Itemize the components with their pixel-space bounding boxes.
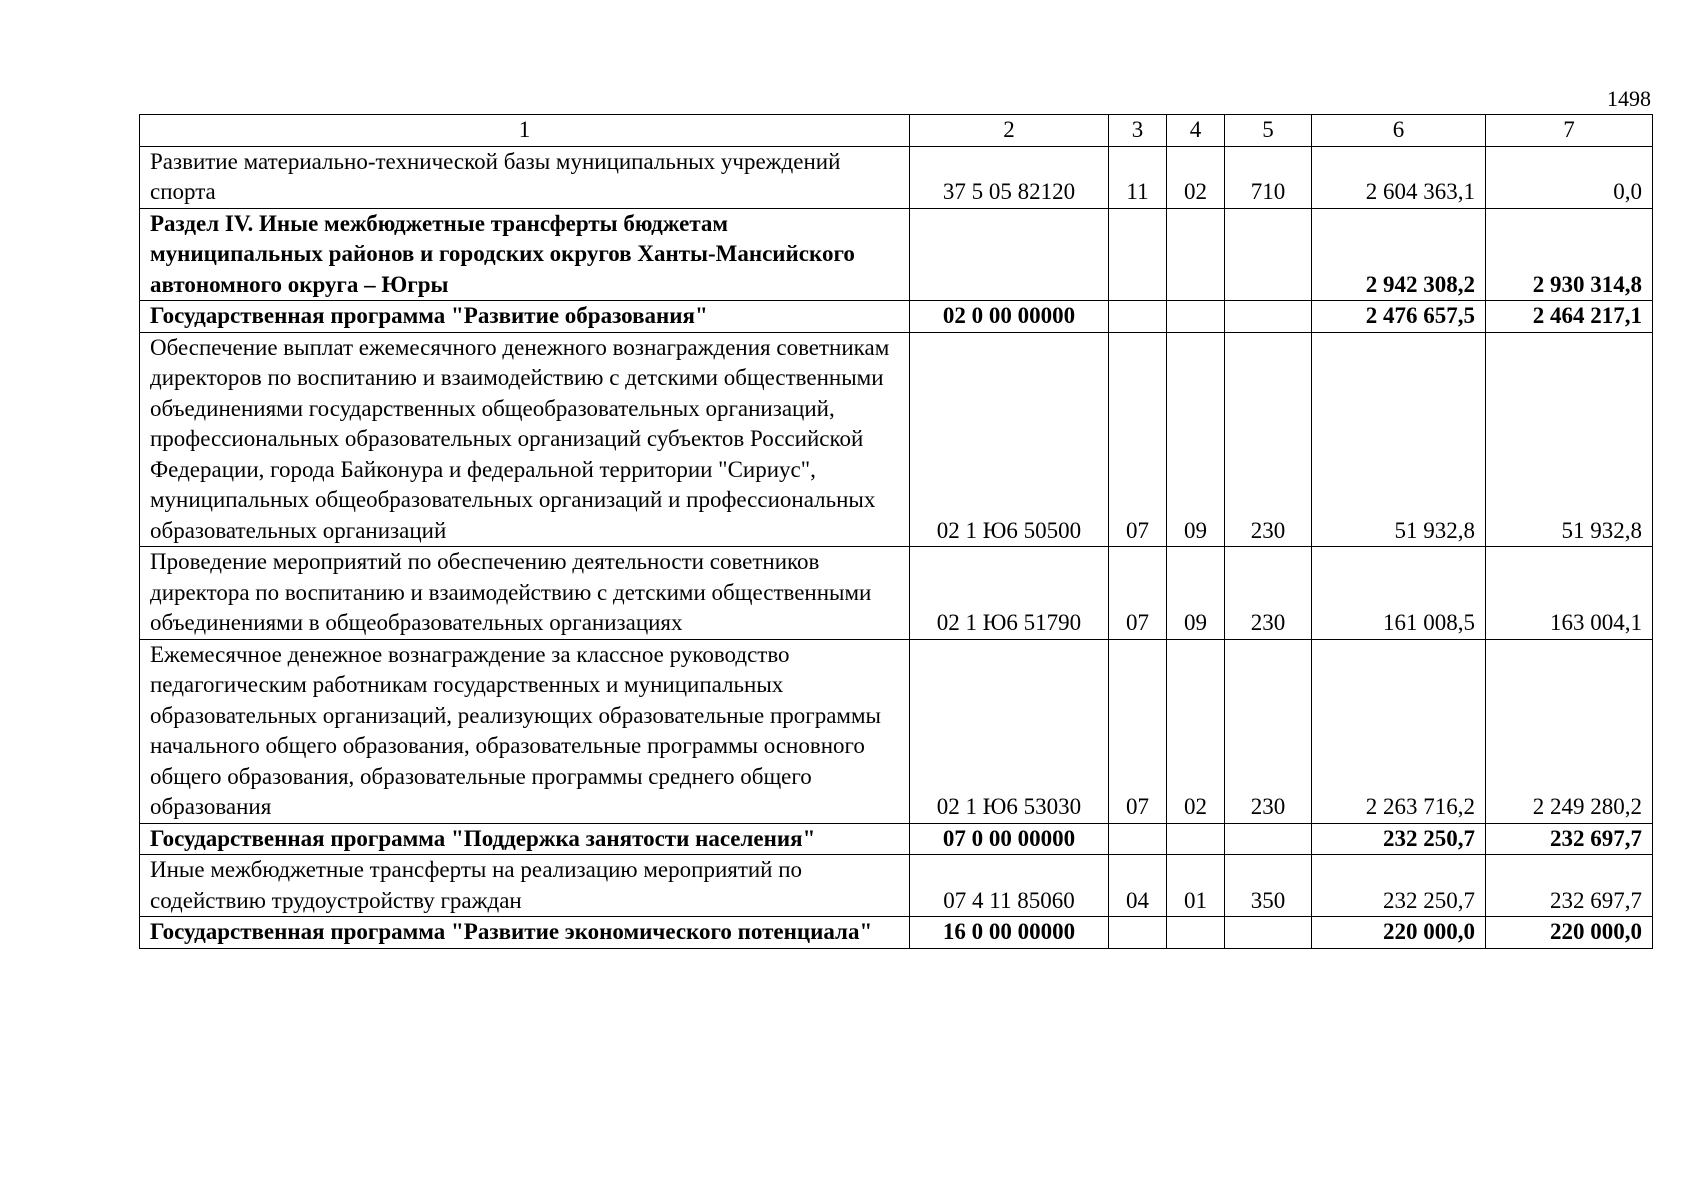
subsection-code (1167, 917, 1225, 949)
amount-col-7: 0,0 (1486, 146, 1653, 208)
row-name: Государственная программа "Поддержка занятости населения" (140, 823, 910, 855)
subsection-code (1167, 823, 1225, 855)
row-name: Проведение мероприятий по обеспечению деятельности советников директора по воспитанию и взаимодействию с детскими общественными объединениями в общеобразовательных организациях (140, 547, 910, 640)
table-row (140, 547, 1653, 640)
table-row (140, 855, 1653, 917)
target-code: 02 1 Ю6 51790 (910, 547, 1109, 640)
table-row (140, 639, 1653, 823)
subsection-code: 01 (1167, 855, 1225, 917)
target-code: 16 0 00 00000 (910, 917, 1109, 949)
expense-type-code (1225, 823, 1312, 855)
table-row (140, 301, 1653, 333)
amount-col-7: 163 004,1 (1486, 547, 1653, 640)
amount-col-6: 232 250,7 (1312, 855, 1486, 917)
expense-type-code (1225, 301, 1312, 333)
table-row (140, 208, 1653, 301)
section-code: 04 (1109, 855, 1167, 917)
header-col-5: 5 (1225, 115, 1312, 147)
section-code: 07 (1109, 332, 1167, 547)
row-name: Иные межбюджетные трансферты на реализацию мероприятий по содействию трудоустройству граждан (140, 855, 910, 917)
section-code: 11 (1109, 146, 1167, 208)
target-code: 02 0 00 00000 (910, 301, 1109, 333)
row-name: Государственная программа "Развитие экономического потенциала" (140, 917, 910, 949)
section-code (1109, 208, 1167, 301)
amount-col-7: 51 932,8 (1486, 332, 1653, 547)
amount-col-6: 232 250,7 (1312, 823, 1486, 855)
page-number: 1498 (1607, 86, 1651, 111)
amount-col-7: 2 930 314,8 (1486, 208, 1653, 301)
amount-col-6: 2 604 363,1 (1312, 146, 1486, 208)
row-name: Обеспечение выплат ежемесячного денежного вознаграждения советникам директоров по воспитанию и взаимодействию с детскими общественными объединениями государственных общеобразовательных организаций, профессиональных образовательных организаций субъектов Российской Федерации, города Байконура и федеральной территории "Сириус", муниципальных общеобразовательных организаций и профессиональных образовательных организаций (140, 332, 910, 547)
header-col-3: 3 (1109, 115, 1167, 147)
subsection-code: 09 (1167, 332, 1225, 547)
amount-col-7: 220 000,0 (1486, 917, 1653, 949)
target-code: 07 4 11 85060 (910, 855, 1109, 917)
subsection-code: 02 (1167, 146, 1225, 208)
amount-col-6: 220 000,0 (1312, 917, 1486, 949)
target-code: 37 5 05 82120 (910, 146, 1109, 208)
amount-col-7: 232 697,7 (1486, 823, 1653, 855)
header-col-7: 7 (1486, 115, 1653, 147)
section-code (1109, 301, 1167, 333)
header-col-6: 6 (1312, 115, 1486, 147)
subsection-code: 02 (1167, 639, 1225, 823)
target-code: 02 1 Ю6 53030 (910, 639, 1109, 823)
subsection-code (1167, 301, 1225, 333)
table-body (140, 146, 1653, 948)
amount-col-6: 51 932,8 (1312, 332, 1486, 547)
row-name: Развитие материально-технической базы муниципальных учреждений спорта (140, 146, 910, 208)
expense-type-code: 230 (1225, 639, 1312, 823)
expense-type-code (1225, 208, 1312, 301)
target-code: 07 0 00 00000 (910, 823, 1109, 855)
amount-col-6: 2 476 657,5 (1312, 301, 1486, 333)
section-code (1109, 917, 1167, 949)
table-row (140, 146, 1653, 208)
table-row (140, 917, 1653, 949)
section-code: 07 (1109, 639, 1167, 823)
table-header-row (140, 115, 1653, 147)
expense-type-code: 710 (1225, 146, 1312, 208)
amount-col-6: 2 942 308,2 (1312, 208, 1486, 301)
section-code: 07 (1109, 547, 1167, 640)
amount-col-7: 232 697,7 (1486, 855, 1653, 917)
amount-col-7: 2 464 217,1 (1486, 301, 1653, 333)
expense-type-code: 230 (1225, 547, 1312, 640)
expense-type-code (1225, 917, 1312, 949)
target-code (910, 208, 1109, 301)
amount-col-6: 2 263 716,2 (1312, 639, 1486, 823)
amount-col-7: 2 249 280,2 (1486, 639, 1653, 823)
subsection-code: 09 (1167, 547, 1225, 640)
row-name: Государственная программа "Развитие образования" (140, 301, 910, 333)
row-name: Раздел IV. Иные межбюджетные трансферты бюджетам муниципальных районов и городских округов Ханты-Мансийского автономного округа – Югры (140, 208, 910, 301)
subsection-code (1167, 208, 1225, 301)
target-code: 02 1 Ю6 50500 (910, 332, 1109, 547)
header-col-2: 2 (910, 115, 1109, 147)
table-row (140, 332, 1653, 547)
table-row (140, 823, 1653, 855)
header-col-1: 1 (140, 115, 910, 147)
expense-type-code: 230 (1225, 332, 1312, 547)
section-code (1109, 823, 1167, 855)
budget-table (139, 114, 1653, 949)
amount-col-6: 161 008,5 (1312, 547, 1486, 640)
row-name: Ежемесячное денежное вознаграждение за классное руководство педагогическим работникам государственных и муниципальных образовательных организаций, реализующих образовательные программы начального общего образования, образовательные программы основного общего образования, образовательные программы среднего общего образования (140, 639, 910, 823)
header-col-4: 4 (1167, 115, 1225, 147)
expense-type-code: 350 (1225, 855, 1312, 917)
